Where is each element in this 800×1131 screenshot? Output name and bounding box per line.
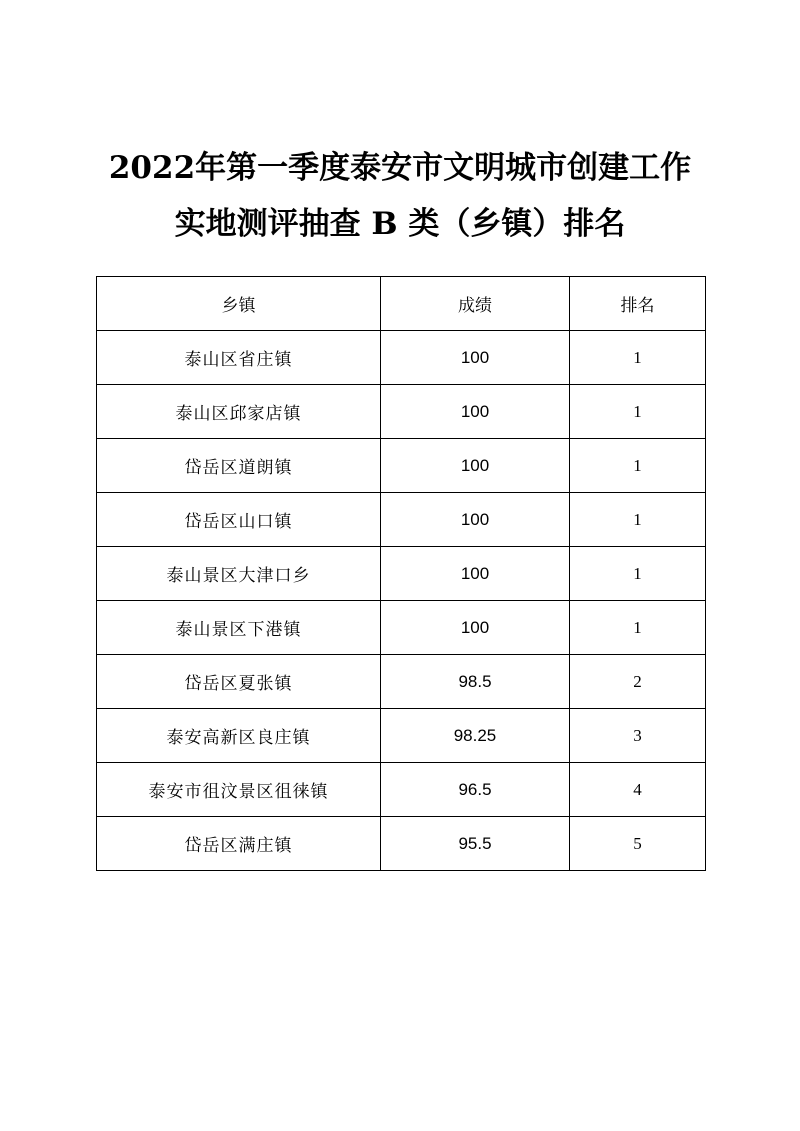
rank-cell: 1 bbox=[570, 439, 706, 493]
town-cell: 岱岳区山口镇 bbox=[97, 493, 381, 547]
score-cell: 100 bbox=[381, 601, 570, 655]
score-cell: 98.5 bbox=[381, 655, 570, 709]
rank-cell: 1 bbox=[570, 331, 706, 385]
score-cell: 100 bbox=[381, 439, 570, 493]
town-cell: 泰山景区下港镇 bbox=[97, 601, 381, 655]
town-cell: 泰安高新区良庄镇 bbox=[97, 709, 381, 763]
score-cell: 98.25 bbox=[381, 709, 570, 763]
score-cell: 95.5 bbox=[381, 817, 570, 871]
town-cell: 泰山景区大津口乡 bbox=[97, 547, 381, 601]
header-score: 成绩 bbox=[381, 277, 570, 331]
table-row bbox=[97, 655, 706, 709]
table-row bbox=[97, 547, 706, 601]
score-cell: 100 bbox=[381, 547, 570, 601]
score-cell: 100 bbox=[381, 385, 570, 439]
rank-cell: 1 bbox=[570, 493, 706, 547]
table-row bbox=[97, 439, 706, 493]
score-cell: 100 bbox=[381, 493, 570, 547]
score-cell: 100 bbox=[381, 331, 570, 385]
rank-cell: 2 bbox=[570, 655, 706, 709]
rank-cell: 3 bbox=[570, 709, 706, 763]
document-title bbox=[0, 140, 800, 252]
rank-cell: 1 bbox=[570, 547, 706, 601]
title-line-1: 2022年第一季度泰安市文明城市创建工作 bbox=[108, 150, 692, 186]
rank-cell: 1 bbox=[570, 385, 706, 439]
town-cell: 岱岳区道朗镇 bbox=[97, 439, 381, 493]
town-cell: 泰山区省庄镇 bbox=[97, 331, 381, 385]
header-rank: 排名 bbox=[570, 277, 706, 331]
table-row bbox=[97, 601, 706, 655]
town-cell: 岱岳区夏张镇 bbox=[97, 655, 381, 709]
score-cell: 96.5 bbox=[381, 763, 570, 817]
title-line-2: 实地测评抽查 B 类（乡镇）排名 bbox=[174, 206, 626, 242]
town-cell: 岱岳区满庄镇 bbox=[97, 817, 381, 871]
rank-cell: 5 bbox=[570, 817, 706, 871]
table-row bbox=[97, 709, 706, 763]
table-row bbox=[97, 817, 706, 871]
table-row bbox=[97, 385, 706, 439]
table-row bbox=[97, 331, 706, 385]
rank-cell: 4 bbox=[570, 763, 706, 817]
header-town: 乡镇 bbox=[97, 277, 381, 331]
town-cell: 泰安市徂汶景区徂徕镇 bbox=[97, 763, 381, 817]
table-row bbox=[97, 493, 706, 547]
table-header-row bbox=[97, 277, 706, 331]
ranking-table bbox=[96, 276, 706, 871]
town-cell: 泰山区邱家店镇 bbox=[97, 385, 381, 439]
rank-cell: 1 bbox=[570, 601, 706, 655]
table-row bbox=[97, 763, 706, 817]
